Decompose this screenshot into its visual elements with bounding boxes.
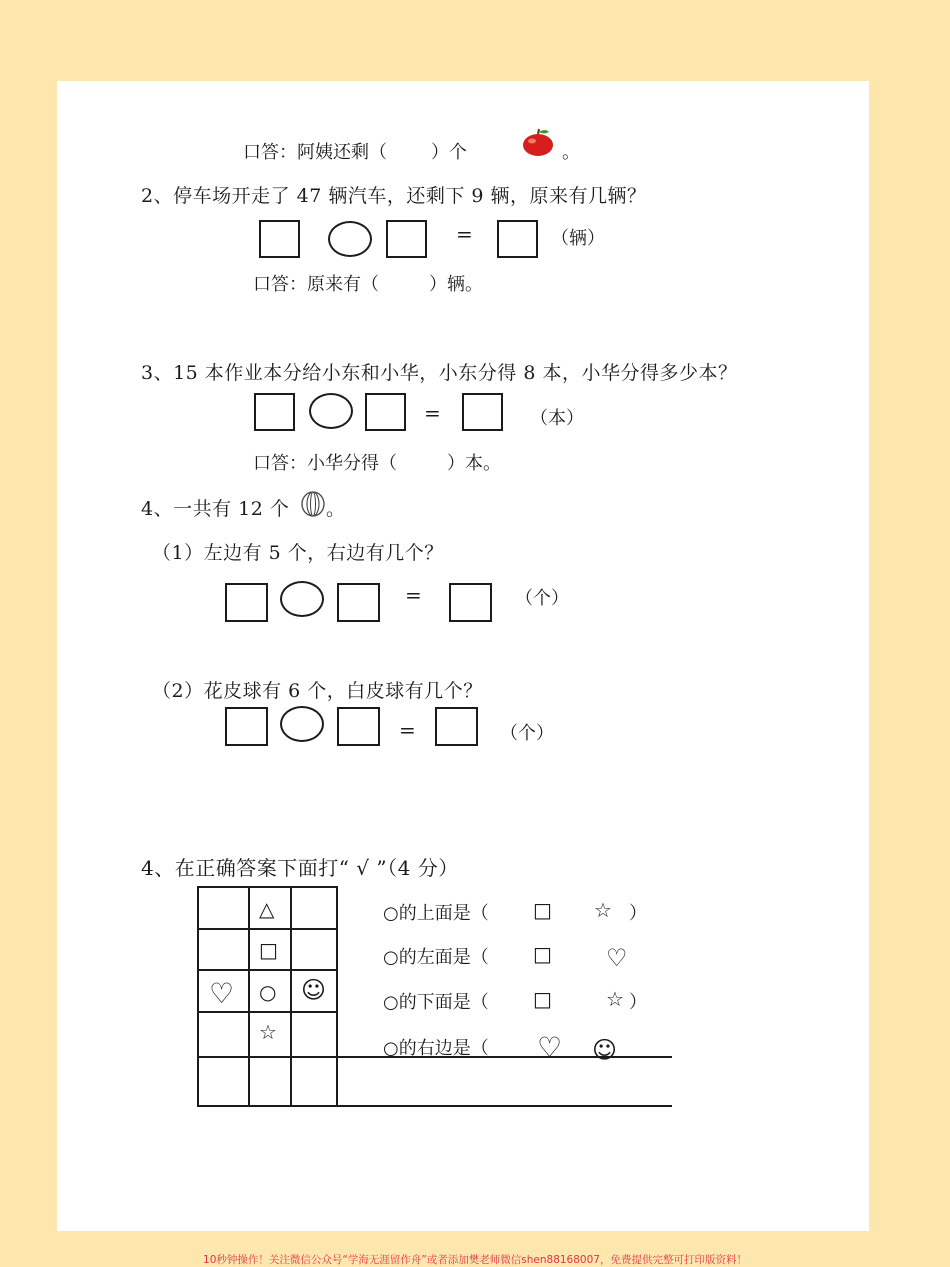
q2-box-1[interactable] <box>259 220 300 258</box>
q2-box-result[interactable] <box>497 220 538 258</box>
q4-sub1-unit: （个） <box>515 588 569 609</box>
q4-sub2-label: （2）花皮球有 6 个，白皮球有几个？ <box>152 680 483 702</box>
q1-answer-prefix: 口答：阿姨还剩（ <box>243 142 387 163</box>
grid-circle-icon: ○ <box>259 980 277 1004</box>
q4-sub1-label: （1）左边有 5 个，右边有几个？ <box>152 542 444 564</box>
q4-sub2-box-2[interactable] <box>337 707 380 746</box>
footer-promo-text: 10秒钟操作！关注微信公众号“学海无涯留作舟”或者添加樊老师微信shen88168007，免费提供完整可打印版资料！ <box>203 1254 747 1266</box>
q4-sub1-box-2[interactable] <box>337 583 380 622</box>
statement-4-option-smiley-icon[interactable]: ☺ <box>592 1036 618 1064</box>
q4-sub1-equals: = <box>405 583 422 607</box>
q2-equals: = <box>456 222 473 246</box>
q4-sub2-unit: （个） <box>500 723 554 744</box>
q2-answer-prefix: 口答：原来有（ <box>253 274 379 295</box>
q2-operator-oval[interactable] <box>328 221 372 257</box>
statement-3-lead: ○的下面是（ <box>383 992 489 1013</box>
q3-answer-suffix: ）本。 <box>447 453 501 474</box>
statement-1-lead: ○的上面是（ <box>383 903 489 924</box>
q4-sub2-operator-oval[interactable] <box>280 706 324 742</box>
q1-answer-suffix: ）个 <box>431 142 467 163</box>
apple-icon <box>520 128 556 158</box>
q4-sub2-box-1[interactable] <box>225 707 268 746</box>
grid-triangle-icon: △ <box>259 897 275 921</box>
statement-2-option-square-icon[interactable]: □ <box>533 942 552 966</box>
q3-answer <box>253 449 501 475</box>
q4-question-suffix: 。 <box>326 498 346 520</box>
statement-1-option-square-icon[interactable]: □ <box>533 898 552 922</box>
statement-4-lead: ○的右边是（ <box>383 1038 489 1059</box>
statement-4-option-heart-icon[interactable]: ♡ <box>537 1031 563 1064</box>
q2-unit: （辆） <box>551 228 605 249</box>
q3-question: 3、15 本作业本分给小东和小华，小东分得 8 本，小华分得多少本？ <box>141 362 738 384</box>
q4-question <box>141 494 289 521</box>
q2-answer <box>253 270 483 296</box>
q2-answer-suffix: ）辆。 <box>429 274 483 295</box>
q4-question-prefix: 4、一共有 12 个 <box>141 498 290 520</box>
q3-box-1[interactable] <box>254 393 295 431</box>
q1-answer <box>243 138 467 164</box>
q4-sub1-box-1[interactable] <box>225 583 268 622</box>
q1-answer-end: 。 <box>562 142 580 163</box>
statement-3-option-star-icon[interactable]: ☆ <box>606 987 624 1011</box>
q4-sub2-equals: = <box>399 718 416 742</box>
q4-sub1-operator-oval[interactable] <box>280 581 324 617</box>
statement-2-option-heart-icon[interactable]: ♡ <box>606 944 628 972</box>
ball-icon <box>300 490 326 518</box>
statement-3-option-square-icon[interactable]: □ <box>533 987 552 1011</box>
q2-box-2[interactable] <box>386 220 427 258</box>
q3-answer-prefix: 口答：小华分得（ <box>253 453 397 474</box>
q5-title: 4、在正确答案下面打“ √ ”（4 分） <box>141 856 459 880</box>
q4-sub2-box-result[interactable] <box>435 707 478 746</box>
grid-smiley-icon: ☺ <box>301 976 327 1004</box>
q3-box-2[interactable] <box>365 393 406 431</box>
q3-unit: （本） <box>530 408 584 429</box>
statement-1-option-star-icon[interactable]: ☆ <box>594 898 612 922</box>
q3-equals: = <box>424 401 441 425</box>
q4-sub1-box-result[interactable] <box>449 583 492 622</box>
statement-2-lead: ○的左面是（ <box>383 947 489 968</box>
q3-operator-oval[interactable] <box>309 393 353 429</box>
grid-star-icon: ☆ <box>259 1020 277 1044</box>
statement-3-close: ） <box>629 992 647 1013</box>
q2-question: 2、停车场开走了 47 辆汽车，还剩下 9 辆，原来有几辆？ <box>141 185 647 207</box>
grid-square-icon: □ <box>259 938 278 962</box>
grid-heart-icon: ♡ <box>209 977 235 1010</box>
q3-box-result[interactable] <box>462 393 503 431</box>
statement-1-close: ） <box>629 903 647 924</box>
